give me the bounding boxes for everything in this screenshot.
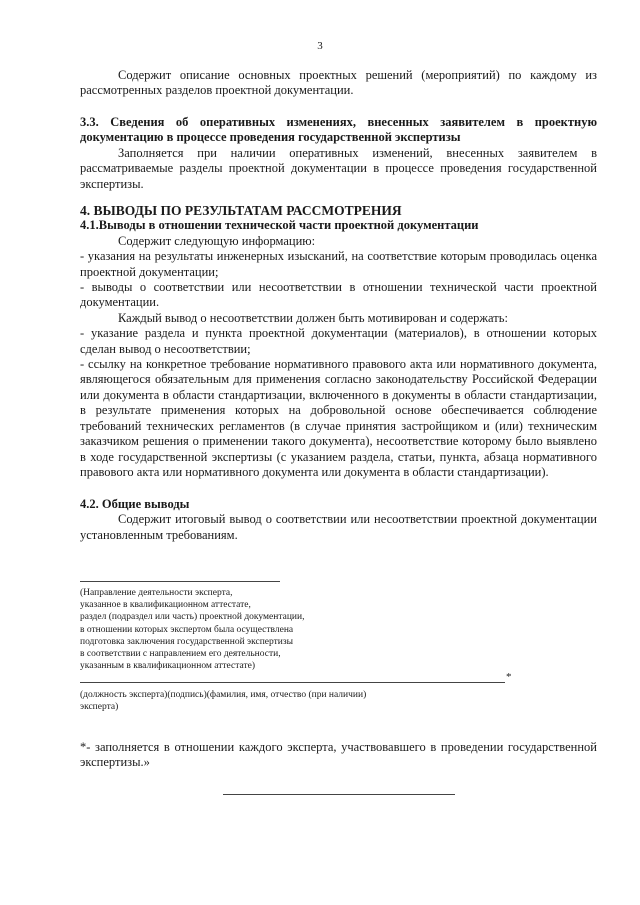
section-4-2 — [80, 497, 597, 543]
section-4-1-item: - указание раздела и пункта проектной документации (материалов), в отношении которых сделан вывод о несоответствии; — [80, 326, 597, 356]
section-4-2-heading: 4.2. Общие выводы — [80, 497, 190, 511]
intro-paragraph: Содержит описание основных проектных решений (мероприятий) по каждому из рассмотренных разделов проектной документации. — [80, 68, 597, 98]
direction-line — [80, 581, 280, 582]
section-4-1-item: - выводы о соответствии или несоответствии в отношении технической части проектной документации. — [80, 280, 597, 310]
page-number: 3 — [317, 40, 323, 52]
nonconformity-intro: Каждый вывод о несоответствии должен быть мотивирован и содержать: — [118, 310, 508, 325]
direction-caption: (Направление деятельности эксперта, указанное в квалификационном аттестате, раздел (подраздел или часть) проектной документации, в отношении которых экспертом была осуществлена подготовка заключения государственной экспертизы в соответствии с направлением его деятельности, указанным в квалификационном аттестате) — [80, 588, 305, 672]
section-4-1-heading: 4.1.Выводы в отношении технической части проектной документации — [80, 218, 479, 233]
section-3-3-text: Заполняется при наличии оперативных изменений, внесенных заявителем в рассматриваемые разделы проектной документации в процессе проведения государственной экспертизы. — [80, 145, 597, 191]
asterisk-mark: * — [506, 671, 512, 683]
section-4-1-item: - ссылку на конкретное требование нормативного правового акта или нормативного документа, являющегося обязательным для применения согласно законодательству Российской Федерации или документа в области стандартизации, включенного в документы в области стандартизации, в результате применения которых на добровольной основе обеспечивается соблюдение требований технических регламентов (в случае принятия застройщиком и (или) техническим заказчиком решения о применении такого документа), несоответствие которому было выявлено в ходе государственной экспертизы (с указанием раздела, статьи, пункта, абзаца нормативного правового акта или нормативного документа или документа в области стандартизации). — [80, 357, 597, 479]
section-3-3-heading: 3.3. Сведения об оперативных изменениях, внесенных заявителем в проектную документацию в процессе проведения государственной экспертизы — [80, 115, 597, 145]
footnote: *- заполняется в отношении каждого эксперта, участвовавшего в проведении государственной экспертизы.» — [80, 740, 597, 770]
section-3-3 — [80, 115, 597, 192]
section-4 — [80, 203, 597, 480]
section-4-heading: 4. ВЫВОДЫ ПО РЕЗУЛЬТАТАМ РАССМОТРЕНИЯ — [80, 203, 402, 218]
signature-caption: (должность эксперта)(подпись)(фамилия, имя, отчество (при наличии) эксперта) — [80, 690, 367, 713]
section-4-2-text: Содержит итоговый вывод о соответствии или несоответствии проектной документации установленным требованиям. — [80, 512, 597, 542]
signature-line — [80, 682, 505, 683]
section-4-1-item: - указания на результаты инженерных изысканий, на соответствие которым проводилась оценка проектной документации; — [80, 249, 597, 279]
end-divider — [223, 794, 455, 795]
section-4-1-intro: Содержит следующую информацию: — [118, 233, 316, 248]
